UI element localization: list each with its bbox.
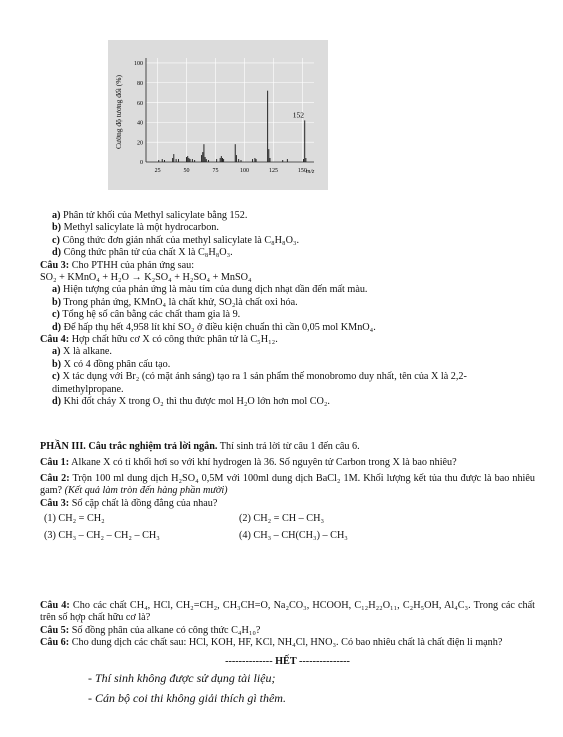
- y-tick-label: 40: [137, 120, 143, 127]
- answer-3d: d) Để hấp thụ hết 4,958 lít khí SO₂ ở điều kiện chuẩn thì cần 0,05 mol KMnO₄.: [52, 321, 376, 333]
- x-axis-label: m/z: [306, 169, 315, 175]
- y-tick-label: 20: [137, 140, 143, 147]
- option-4: (4) CH₃ – CH(CH₃) – CH₃: [239, 530, 348, 542]
- question-3: Câu 3: Cho PTHH của phản ứng sau:: [40, 259, 195, 271]
- part3-question-5: Câu 5: Số đồng phân của alkane có công thức C₄H₁₀?: [40, 624, 261, 636]
- answer-4a: a) X là alkane.: [52, 346, 112, 358]
- answer-3a: a) Hiện tượng của phản ứng là màu tím của dung dịch nhạt dần đến mất màu.: [52, 284, 368, 296]
- answer-3b: b) Trong phản ứng, KMnO₄ là chất khử, SO₂là chất oxi hóa.: [52, 296, 298, 308]
- y-tick-label: 60: [137, 100, 143, 107]
- part3-question-2: Câu 2: Trộn 100 ml dung dịch H₂SO₄ 0,5M với 100ml dung dịch BaCl₂ 1M. Khối lượng kết tủa thu được là bao nhiêu gam? (Kết quả làm tròn đến hàng phần mười): [40, 472, 535, 497]
- answer-4d: d) Khi đốt cháy X trong O₂ thì thu được mol H₂O lớn hơn mol CO₂.: [52, 396, 330, 408]
- part-3-heading: PHẦN III. Câu trắc nghiệm trả lời ngắn. Thí sinh trả lời từ câu 1 đến câu 6.: [40, 441, 360, 452]
- x-tick-label: 125: [268, 168, 278, 174]
- question-block-2: [40, 210, 535, 409]
- peak-annotation: 152: [292, 110, 304, 120]
- part3-question-3: Câu 3: Số cặp chất là đồng đẳng của nhau?: [40, 497, 218, 509]
- y-axis-label: Cường độ tương đối (%): [114, 75, 123, 149]
- option-3: (3) CH₃ – CH₂ – CH₂ – CH₃: [44, 530, 160, 542]
- answer-4c: c) X tác dụng với Br₂ (có mặt ánh sáng) tạo ra 1 sản phẩm thế monobromo duy nhất, tên của X là 2,2-dimethylpropane.: [52, 371, 467, 395]
- y-tick-label: 0: [140, 160, 143, 167]
- option-2: (2) CH₂ = CH – CH₃: [239, 513, 325, 525]
- x-tick-label: 25: [154, 168, 161, 174]
- answer-4b: b) X có 4 đồng phân cấu tạo.: [52, 358, 171, 370]
- part-3-block-continued: [40, 600, 535, 708]
- y-tick-label: 80: [137, 80, 143, 87]
- x-tick-label: 150: [297, 168, 307, 174]
- mass-spectrum-chart: [108, 40, 328, 190]
- x-tick-label: 50: [183, 168, 190, 174]
- option-1: (1) CH₂ = CH₂: [44, 513, 105, 525]
- y-tick-label: 100: [134, 61, 143, 68]
- x-tick-label: 100: [239, 168, 249, 174]
- end-marker: -------------- HẾT ---------------: [225, 655, 350, 667]
- footer-note-1: - Thí sinh không được sử dụng tài liệu;: [88, 671, 276, 686]
- footer-note-2: - Cán bộ coi thi không giải thích gì thêm.: [88, 691, 286, 706]
- answer-2c: c) Công thức đơn giản nhất của methyl salicylate là C₈H₈O₃.: [52, 234, 300, 246]
- options-row-2: [40, 530, 535, 542]
- answer-3c: c) Tổng hệ số cân bằng các chất tham gia là 9.: [52, 309, 241, 321]
- question-4: Câu 4: Hợp chất hữu cơ X có công thức phân tử là C₅H₁₂.: [40, 334, 278, 346]
- answer-2a: a) Phân tử khối của Methyl salicylate bằng 152.: [52, 210, 248, 221]
- part3-question-1: Câu 1: Alkane X có tỉ khối hơi so với khí hydrogen là 36. Số nguyên tử Carbon trong X là bao nhiêu?: [40, 457, 457, 469]
- x-tick-label: 75: [212, 168, 219, 174]
- part-3-block: [40, 441, 535, 543]
- equation-3: SO₂ + KMnO₄ + H₂O → K₂SO₄ + H₂SO₄ + MnSO₄: [40, 272, 252, 284]
- part3-question-4: Câu 4: Cho các chất CH₄, HCl, CH₂=CH₂, CH₃CH=O, Na₂CO₃, HCOOH, C₁₂H₂₂O₁₁, C₂H₅OH, Al₄C₃. Trong các chất trên số hợp chất hữu cơ là?: [40, 600, 535, 624]
- answer-2b: b) Methyl salicylate là một hydrocarbon.: [52, 222, 219, 234]
- part3-question-6: Câu 6: Cho dung dịch các chất sau: HCl, KOH, HF, KCl, NH₄Cl, HNO₃. Có bao nhiêu chất là chất điện li mạnh?: [40, 637, 503, 649]
- answer-2d: d) Công thức phân tử của chất X là C₈H₈O₃.: [52, 247, 233, 259]
- options-row-1: [40, 513, 535, 525]
